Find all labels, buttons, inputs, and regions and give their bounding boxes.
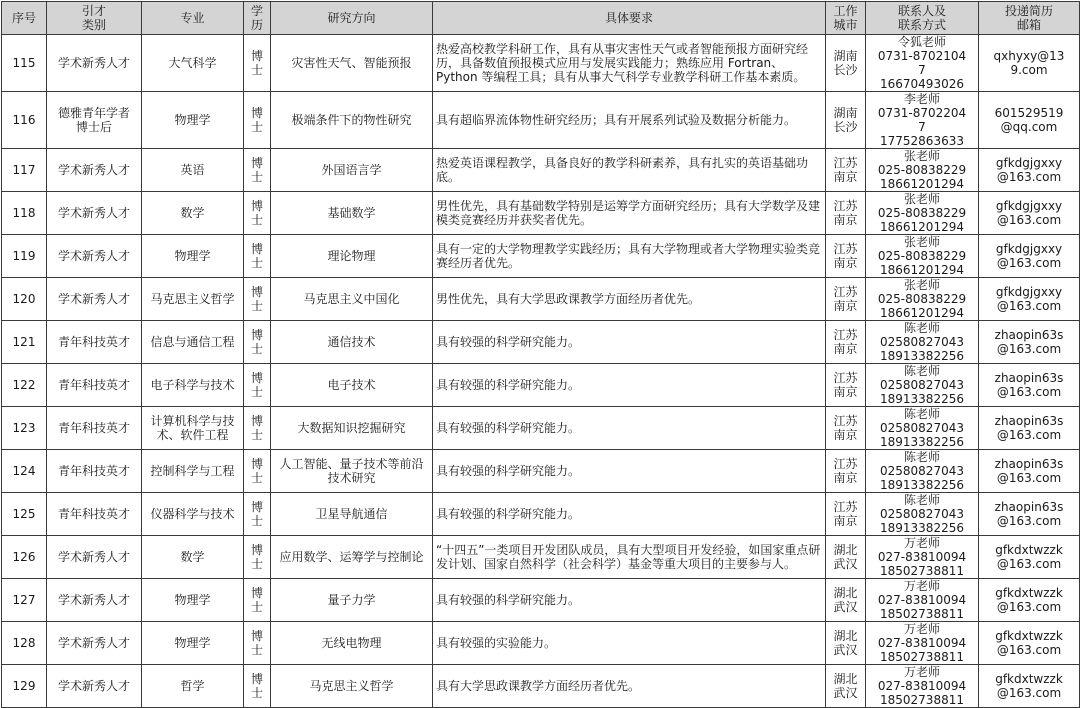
cell-research: 量子力学 bbox=[271, 579, 433, 622]
cell-email: gfkdgjgxxy @163.com bbox=[979, 149, 1080, 192]
table-row bbox=[2, 92, 1080, 149]
cell-no: 127 bbox=[2, 579, 47, 622]
header-email: 投递简历 邮箱 bbox=[979, 2, 1080, 35]
cell-contact: 令狐老师 0731-8702104 7 16670493026 bbox=[866, 35, 979, 92]
cell-major: 信息与通信工程 bbox=[142, 321, 244, 364]
cell-no: 124 bbox=[2, 450, 47, 493]
cell-degree: 博 士 bbox=[244, 579, 271, 622]
cell-contact: 李老师 0731-8702204 7 17752863633 bbox=[866, 92, 979, 149]
cell-degree: 博 士 bbox=[244, 278, 271, 321]
cell-requirements: 具有较强的科学研究能力。 bbox=[433, 450, 826, 493]
cell-no: 118 bbox=[2, 192, 47, 235]
cell-research: 基础数学 bbox=[271, 192, 433, 235]
cell-requirements: 具有一定的大学物理教学实践经历；具有大学物理或者大学物理实验类竞赛经历者优先。 bbox=[433, 235, 826, 278]
cell-email: gfkdxtwzzk @163.com bbox=[979, 665, 1080, 708]
cell-requirements: 热爱高校教学科研工作，具有从事灾害性天气或者智能预报方面研究经历，具备数值预报模式应用与发展实践能力；熟练应用 Fortran、Python 等编程工具；具有从事大气科学专业教学科研工作基本素质。 bbox=[433, 35, 826, 92]
cell-no: 125 bbox=[2, 493, 47, 536]
table-row bbox=[2, 450, 1080, 493]
cell-no: 129 bbox=[2, 665, 47, 708]
cell-no: 122 bbox=[2, 364, 47, 407]
cell-requirements: 具有较强的实验能力。 bbox=[433, 622, 826, 665]
cell-research: 通信技术 bbox=[271, 321, 433, 364]
cell-research: 极端条件下的物性研究 bbox=[271, 92, 433, 149]
cell-city: 江苏 南京 bbox=[826, 278, 866, 321]
cell-requirements: 具有较强的科学研究能力。 bbox=[433, 321, 826, 364]
cell-requirements: “十四五”一类项目开发团队成员，具有大型项目开发经验，如国家重点研发计划、国家自然科学（社会科学）基金等重大项目的主要参与人。 bbox=[433, 536, 826, 579]
table-row bbox=[2, 493, 1080, 536]
cell-city: 湖北 武汉 bbox=[826, 622, 866, 665]
header-category: 引才 类别 bbox=[47, 2, 142, 35]
cell-degree: 博 士 bbox=[244, 235, 271, 278]
cell-category: 学术新秀人才 bbox=[47, 278, 142, 321]
cell-major: 仪器科学与技术 bbox=[142, 493, 244, 536]
header-row bbox=[2, 2, 1080, 35]
cell-contact: 万老师 027-83810094 18502738811 bbox=[866, 536, 979, 579]
cell-email: zhaopin63s @163.com bbox=[979, 321, 1080, 364]
table-row bbox=[2, 278, 1080, 321]
cell-city: 江苏 南京 bbox=[826, 192, 866, 235]
cell-contact: 万老师 027-83810094 18502738811 bbox=[866, 665, 979, 708]
cell-category: 学术新秀人才 bbox=[47, 622, 142, 665]
cell-contact: 张老师 025-80838229 18661201294 bbox=[866, 278, 979, 321]
cell-degree: 博 士 bbox=[244, 149, 271, 192]
table-row bbox=[2, 536, 1080, 579]
cell-category: 学术新秀人才 bbox=[47, 579, 142, 622]
header-major: 专业 bbox=[142, 2, 244, 35]
cell-research: 灾害性天气、智能预报 bbox=[271, 35, 433, 92]
cell-major: 物理学 bbox=[142, 235, 244, 278]
cell-category: 学术新秀人才 bbox=[47, 536, 142, 579]
cell-category: 青年科技英才 bbox=[47, 493, 142, 536]
cell-degree: 博 士 bbox=[244, 450, 271, 493]
cell-no: 123 bbox=[2, 407, 47, 450]
cell-category: 青年科技英才 bbox=[47, 321, 142, 364]
cell-city: 湖北 武汉 bbox=[826, 665, 866, 708]
cell-city: 江苏 南京 bbox=[826, 493, 866, 536]
cell-requirements: 具有较强的科学研究能力。 bbox=[433, 579, 826, 622]
cell-requirements: 具有大学思政课教学方面经历者优先。 bbox=[433, 665, 826, 708]
cell-no: 120 bbox=[2, 278, 47, 321]
cell-requirements: 热爱英语课程教学，具备良好的教学科研素养，具有扎实的英语基础功底。 bbox=[433, 149, 826, 192]
cell-research: 外国语言学 bbox=[271, 149, 433, 192]
cell-city: 江苏 南京 bbox=[826, 450, 866, 493]
cell-requirements: 男性优先，具有基础数学特别是运筹学方面研究经历；具有大学数学及建模类竞赛经历并获奖者优先。 bbox=[433, 192, 826, 235]
cell-research: 马克思主义中国化 bbox=[271, 278, 433, 321]
table-row bbox=[2, 364, 1080, 407]
cell-major: 哲学 bbox=[142, 665, 244, 708]
cell-email: qxhyxy@13 9.com bbox=[979, 35, 1080, 92]
cell-research: 大数据知识挖掘研究 bbox=[271, 407, 433, 450]
cell-contact: 万老师 027-83810094 18502738811 bbox=[866, 622, 979, 665]
cell-major: 物理学 bbox=[142, 622, 244, 665]
cell-contact: 陈老师 02580827043 18913382256 bbox=[866, 407, 979, 450]
cell-research: 应用数学、运筹学与控制论 bbox=[271, 536, 433, 579]
cell-contact: 张老师 025-80838229 18661201294 bbox=[866, 149, 979, 192]
cell-degree: 博 士 bbox=[244, 493, 271, 536]
cell-degree: 博 士 bbox=[244, 622, 271, 665]
cell-no: 116 bbox=[2, 92, 47, 149]
cell-no: 121 bbox=[2, 321, 47, 364]
header-degree: 学 历 bbox=[244, 2, 271, 35]
cell-category: 学术新秀人才 bbox=[47, 35, 142, 92]
cell-research: 理论物理 bbox=[271, 235, 433, 278]
header-requirements: 具体要求 bbox=[433, 2, 826, 35]
cell-category: 德雅青年学者 博士后 bbox=[47, 92, 142, 149]
cell-category: 青年科技英才 bbox=[47, 450, 142, 493]
cell-research: 无线电物理 bbox=[271, 622, 433, 665]
cell-major: 电子科学与技术 bbox=[142, 364, 244, 407]
cell-email: gfkdxtwzzk @163.com bbox=[979, 536, 1080, 579]
table-row bbox=[2, 321, 1080, 364]
cell-city: 湖北 武汉 bbox=[826, 536, 866, 579]
cell-email: gfkdgjgxxy @163.com bbox=[979, 278, 1080, 321]
cell-email: gfkdgjgxxy @163.com bbox=[979, 192, 1080, 235]
table-row bbox=[2, 665, 1080, 708]
cell-contact: 万老师 027-83810094 18502738811 bbox=[866, 579, 979, 622]
cell-degree: 博 士 bbox=[244, 364, 271, 407]
cell-degree: 博 士 bbox=[244, 407, 271, 450]
cell-major: 数学 bbox=[142, 536, 244, 579]
cell-degree: 博 士 bbox=[244, 35, 271, 92]
cell-research: 人工智能、量子技术等前沿 技术研究 bbox=[271, 450, 433, 493]
header-research: 研究方向 bbox=[271, 2, 433, 35]
cell-major: 计算机科学与技 术、软件工程 bbox=[142, 407, 244, 450]
cell-category: 青年科技英才 bbox=[47, 364, 142, 407]
header-city: 工作 城市 bbox=[826, 2, 866, 35]
cell-email: zhaopin63s @163.com bbox=[979, 450, 1080, 493]
cell-research: 电子技术 bbox=[271, 364, 433, 407]
cell-city: 江苏 南京 bbox=[826, 407, 866, 450]
cell-research: 马克思主义哲学 bbox=[271, 665, 433, 708]
cell-email: zhaopin63s @163.com bbox=[979, 407, 1080, 450]
cell-degree: 博 士 bbox=[244, 92, 271, 149]
cell-contact: 陈老师 02580827043 18913382256 bbox=[866, 321, 979, 364]
cell-email: zhaopin63s @163.com bbox=[979, 493, 1080, 536]
cell-requirements: 具有超临界流体物性研究经历；具有开展系列试验及数据分析能力。 bbox=[433, 92, 826, 149]
cell-email: 601529519 @qq.com bbox=[979, 92, 1080, 149]
cell-no: 128 bbox=[2, 622, 47, 665]
cell-major: 物理学 bbox=[142, 92, 244, 149]
table-row bbox=[2, 622, 1080, 665]
header-no: 序号 bbox=[2, 2, 47, 35]
cell-no: 115 bbox=[2, 35, 47, 92]
table-row bbox=[2, 192, 1080, 235]
cell-email: gfkdxtwzzk @163.com bbox=[979, 622, 1080, 665]
cell-major: 马克思主义哲学 bbox=[142, 278, 244, 321]
cell-city: 江苏 南京 bbox=[826, 321, 866, 364]
cell-category: 学术新秀人才 bbox=[47, 235, 142, 278]
cell-city: 湖北 武汉 bbox=[826, 579, 866, 622]
cell-contact: 陈老师 02580827043 18913382256 bbox=[866, 493, 979, 536]
cell-degree: 博 士 bbox=[244, 192, 271, 235]
cell-no: 119 bbox=[2, 235, 47, 278]
cell-contact: 张老师 025-80838229 18661201294 bbox=[866, 192, 979, 235]
cell-email: gfkdxtwzzk @163.com bbox=[979, 579, 1080, 622]
cell-category: 学术新秀人才 bbox=[47, 149, 142, 192]
cell-contact: 陈老师 02580827043 18913382256 bbox=[866, 450, 979, 493]
cell-city: 江苏 南京 bbox=[826, 149, 866, 192]
cell-requirements: 男性优先，具有大学思政课教学方面经历者优先。 bbox=[433, 278, 826, 321]
cell-major: 大气科学 bbox=[142, 35, 244, 92]
cell-major: 控制科学与工程 bbox=[142, 450, 244, 493]
cell-degree: 博 士 bbox=[244, 536, 271, 579]
cell-category: 学术新秀人才 bbox=[47, 192, 142, 235]
cell-contact: 陈老师 02580827043 18913382256 bbox=[866, 364, 979, 407]
cell-degree: 博 士 bbox=[244, 321, 271, 364]
cell-contact: 张老师 025-80838229 18661201294 bbox=[866, 235, 979, 278]
cell-category: 学术新秀人才 bbox=[47, 665, 142, 708]
cell-email: gfkdgjgxxy @163.com bbox=[979, 235, 1080, 278]
table-row bbox=[2, 149, 1080, 192]
cell-city: 湖南 长沙 bbox=[826, 92, 866, 149]
cell-requirements: 具有较强的科学研究能力。 bbox=[433, 364, 826, 407]
table-row bbox=[2, 235, 1080, 278]
cell-no: 117 bbox=[2, 149, 47, 192]
cell-degree: 博 士 bbox=[244, 665, 271, 708]
recruitment-table bbox=[1, 1, 1080, 708]
cell-city: 湖南 长沙 bbox=[826, 35, 866, 92]
cell-requirements: 具有较强的科学研究能力。 bbox=[433, 407, 826, 450]
cell-major: 物理学 bbox=[142, 579, 244, 622]
cell-major: 数学 bbox=[142, 192, 244, 235]
header-contact: 联系人及 联系方式 bbox=[866, 2, 979, 35]
cell-major: 英语 bbox=[142, 149, 244, 192]
cell-city: 江苏 南京 bbox=[826, 364, 866, 407]
cell-research: 卫星导航通信 bbox=[271, 493, 433, 536]
table-row bbox=[2, 579, 1080, 622]
table-row bbox=[2, 35, 1080, 92]
cell-email: zhaopin63s @163.com bbox=[979, 364, 1080, 407]
table-row bbox=[2, 407, 1080, 450]
cell-no: 126 bbox=[2, 536, 47, 579]
cell-requirements: 具有较强的科学研究能力。 bbox=[433, 493, 826, 536]
table-body bbox=[2, 35, 1080, 708]
cell-city: 江苏 南京 bbox=[826, 235, 866, 278]
cell-category: 青年科技英才 bbox=[47, 407, 142, 450]
